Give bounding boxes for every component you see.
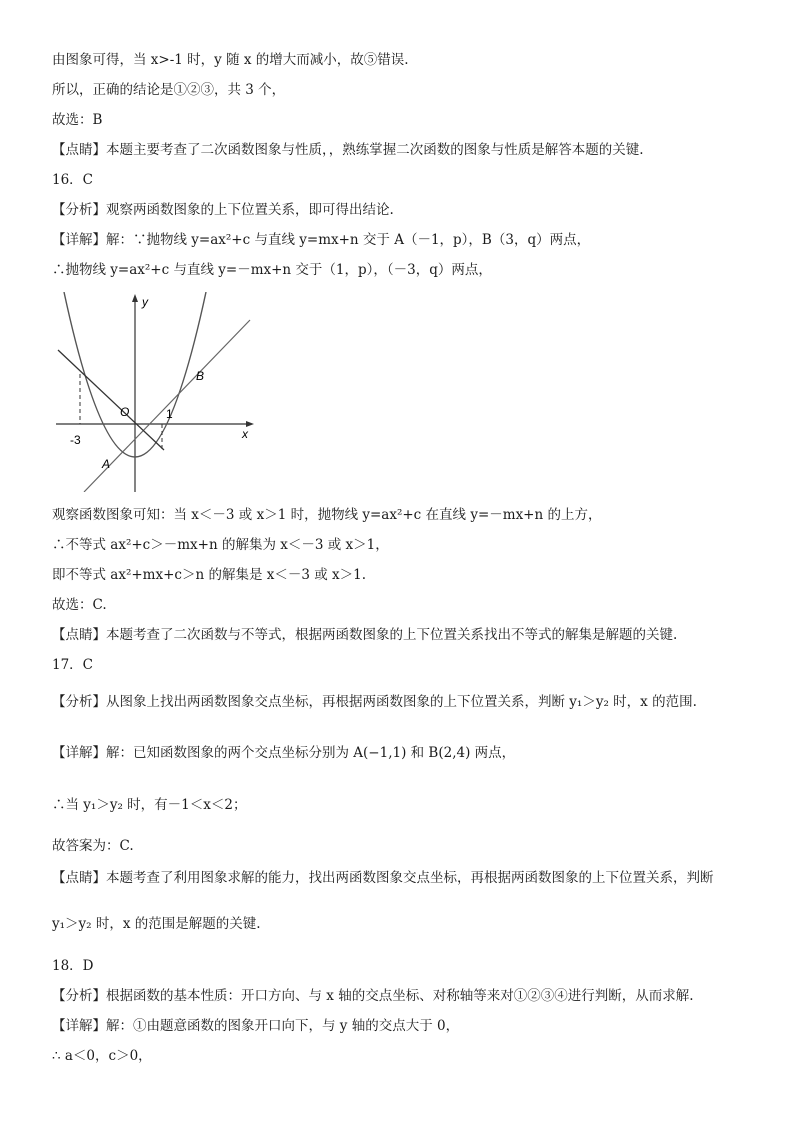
text-line-8: ∴抛物线 y=ax²+c 与直线 y=－mx+n 交于（1，p），（－3，q）两点， bbox=[52, 262, 492, 278]
text-line-1: 由图象可得，当 x>-1 时，y 随 x 的增大而减小，故⑤错误. bbox=[52, 52, 409, 68]
y-axis-arrow-icon bbox=[132, 294, 138, 302]
point-a-label: A bbox=[102, 457, 111, 471]
question-18-answer: 18．D bbox=[52, 958, 94, 974]
text-line-15: 【分析】从图象上找出两函数图象交点坐标，再根据两函数图象的上下位置关系，判断 y₁＞y₂ 时，x 的范围. bbox=[52, 694, 697, 710]
origin-label: O bbox=[120, 405, 130, 419]
tick-label-neg3: -3 bbox=[70, 433, 81, 447]
point-b-label: B bbox=[196, 369, 205, 383]
text-line-13: 【点睛】本题考查了二次函数与不等式，根据两函数图象的上下位置关系找出不等式的解集是解题的关键. bbox=[52, 627, 678, 643]
text-line-6: 【分析】观察两函数图象的上下位置关系，即可得出结论. bbox=[52, 202, 394, 218]
text-line-3: 故选：B bbox=[52, 112, 103, 128]
text-line-19: 【点睛】本题考查了利用图象求解的能力，找出两函数图象交点坐标，再根据两函数图象的上下位置关系，判断 bbox=[52, 870, 714, 886]
text-line-17: ∴当 y₁＞y₂ 时，有－1＜x＜2； bbox=[52, 797, 247, 813]
tick-label-1: 1 bbox=[166, 407, 173, 421]
text-line-10: ∴不等式 ax²+c＞－mx+n 的解集为 x＜－3 或 x＞1， bbox=[52, 537, 389, 553]
question-17-answer: 17．C bbox=[52, 657, 94, 673]
text-line-2: 所以，正确的结论是①②③，共 3 个， bbox=[52, 82, 286, 98]
text-line-18: 故答案为：C. bbox=[52, 838, 134, 854]
function-graph bbox=[56, 292, 256, 492]
text-line-23: 【详解】解：①由题意函数的图象开口向下，与 y 轴的交点大于 0， bbox=[52, 1018, 460, 1034]
text-line-9: 观察函数图象可知：当 x＜－3 或 x＞1 时，抛物线 y=ax²+c 在直线 y=－mx+n 的上方， bbox=[52, 507, 602, 523]
text-line-20: y₁＞y₂ 时，x 的范围是解题的关键. bbox=[52, 916, 261, 932]
x-axis-label: x bbox=[242, 427, 248, 441]
text-line-7: 【详解】解：∵抛物线 y=ax²+c 与直线 y=mx+n 交于 A（－1，p），B（3，q）两点， bbox=[52, 232, 591, 248]
text-line-16: 【详解】解：已知函数图象的两个交点坐标分别为 A(−1,1) 和 B(2,4) 两点， bbox=[52, 745, 516, 761]
text-line-4: 【点睛】本题主要考查了二次函数图象与性质，，熟练掌握二次函数的图象与性质是解答本题的关键. bbox=[52, 142, 644, 158]
text-line-22: 【分析】根据函数的基本性质：开口方向、与 x 轴的交点坐标、对称轴等来对①②③④进行判断，从而求解. bbox=[52, 988, 694, 1004]
y-axis-label: y bbox=[142, 295, 148, 309]
text-line-12: 故选：C. bbox=[52, 597, 107, 613]
text-line-24: ∴ a＜0，c＞0， bbox=[52, 1048, 152, 1064]
question-16-answer: 16．C bbox=[52, 172, 94, 188]
text-line-11: 即不等式 ax²+mx+c＞n 的解集是 x＜－3 或 x＞1. bbox=[52, 567, 367, 583]
